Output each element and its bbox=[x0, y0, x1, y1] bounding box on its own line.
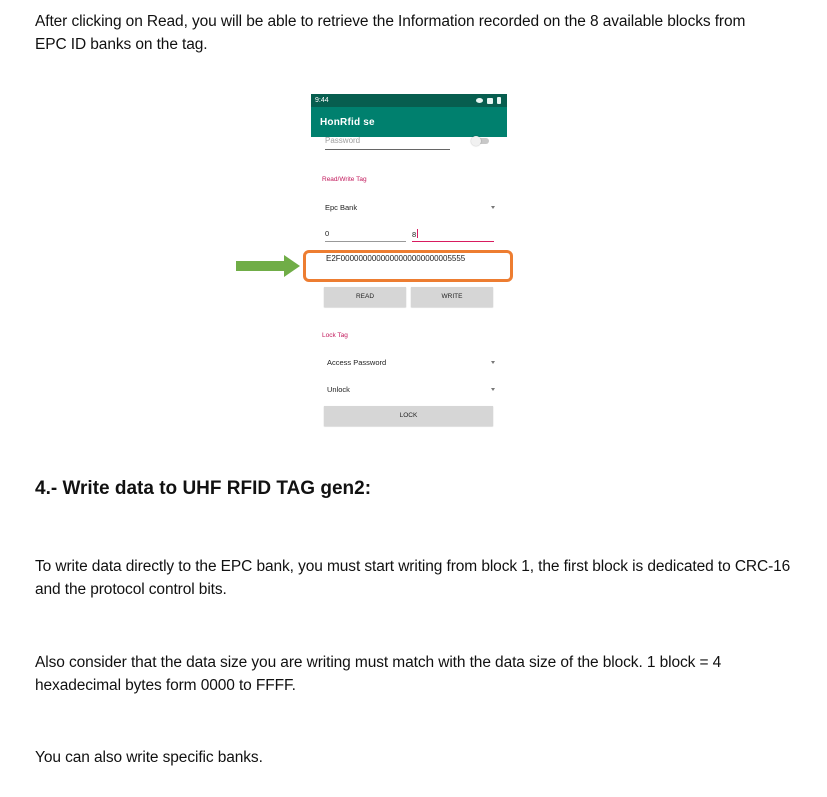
app-bar bbox=[311, 107, 507, 137]
eye-icon bbox=[476, 98, 483, 103]
lock-area-spinner[interactable] bbox=[327, 358, 495, 370]
status-icons bbox=[476, 94, 501, 107]
intro-paragraph: After clicking on Read, you will be able to retrieve the Information recorded on the 8 available blocks from EPC ID banks on the tag. bbox=[35, 13, 746, 53]
paragraph-specific-banks: You can also write specific banks. bbox=[35, 749, 263, 766]
highlight-box bbox=[303, 250, 513, 282]
lock-section-label: Lock Tag bbox=[322, 332, 348, 339]
status-bar bbox=[311, 94, 507, 107]
bank-spinner-value: Epc Bank bbox=[325, 203, 358, 212]
green-arrow-icon bbox=[236, 255, 300, 277]
dropdown-arrow-icon bbox=[491, 361, 495, 364]
password-field[interactable]: Password bbox=[325, 137, 450, 150]
epc-data-field[interactable]: E2F0000000000000000000000005555 bbox=[326, 254, 466, 263]
start-block-field[interactable] bbox=[325, 229, 406, 242]
section-heading: 4.- Write data to UHF RFID TAG gen2: bbox=[35, 478, 372, 499]
dropdown-arrow-icon bbox=[491, 206, 495, 209]
lock-action-spinner[interactable] bbox=[327, 385, 495, 397]
battery-icon bbox=[497, 97, 501, 104]
start-block-value: 0 bbox=[325, 229, 330, 238]
lock-button[interactable]: LOCK bbox=[324, 406, 493, 426]
dropdown-arrow-icon bbox=[491, 388, 495, 391]
read-button[interactable]: READ bbox=[324, 287, 406, 307]
status-time: 9:44 bbox=[315, 97, 329, 104]
length-value: 8 bbox=[412, 230, 417, 239]
write-button[interactable]: WRITE bbox=[411, 287, 493, 307]
length-field[interactable] bbox=[412, 229, 494, 242]
text-cursor bbox=[417, 229, 418, 238]
read-write-section-label: Read/Write Tag bbox=[322, 176, 367, 183]
lock-area-value: Access Password bbox=[327, 358, 387, 367]
toggle-knob bbox=[471, 136, 481, 146]
no-sim-icon bbox=[487, 98, 493, 104]
bank-spinner[interactable] bbox=[325, 203, 495, 215]
paragraph-data-size: Also consider that the data size you are writing must match with the data size of the block. 1 block = 4 hexadecimal bytes form 0000 to FFFF. bbox=[35, 654, 722, 694]
password-toggle[interactable] bbox=[473, 138, 489, 144]
app-title: HonRfid se bbox=[320, 117, 375, 128]
paragraph-write-epc: To write data directly to the EPC bank, you must start writing from block 1, the first block is dedicated to CRC-16 and the protocol control bits. bbox=[35, 558, 791, 598]
lock-action-value: Unlock bbox=[327, 385, 350, 394]
